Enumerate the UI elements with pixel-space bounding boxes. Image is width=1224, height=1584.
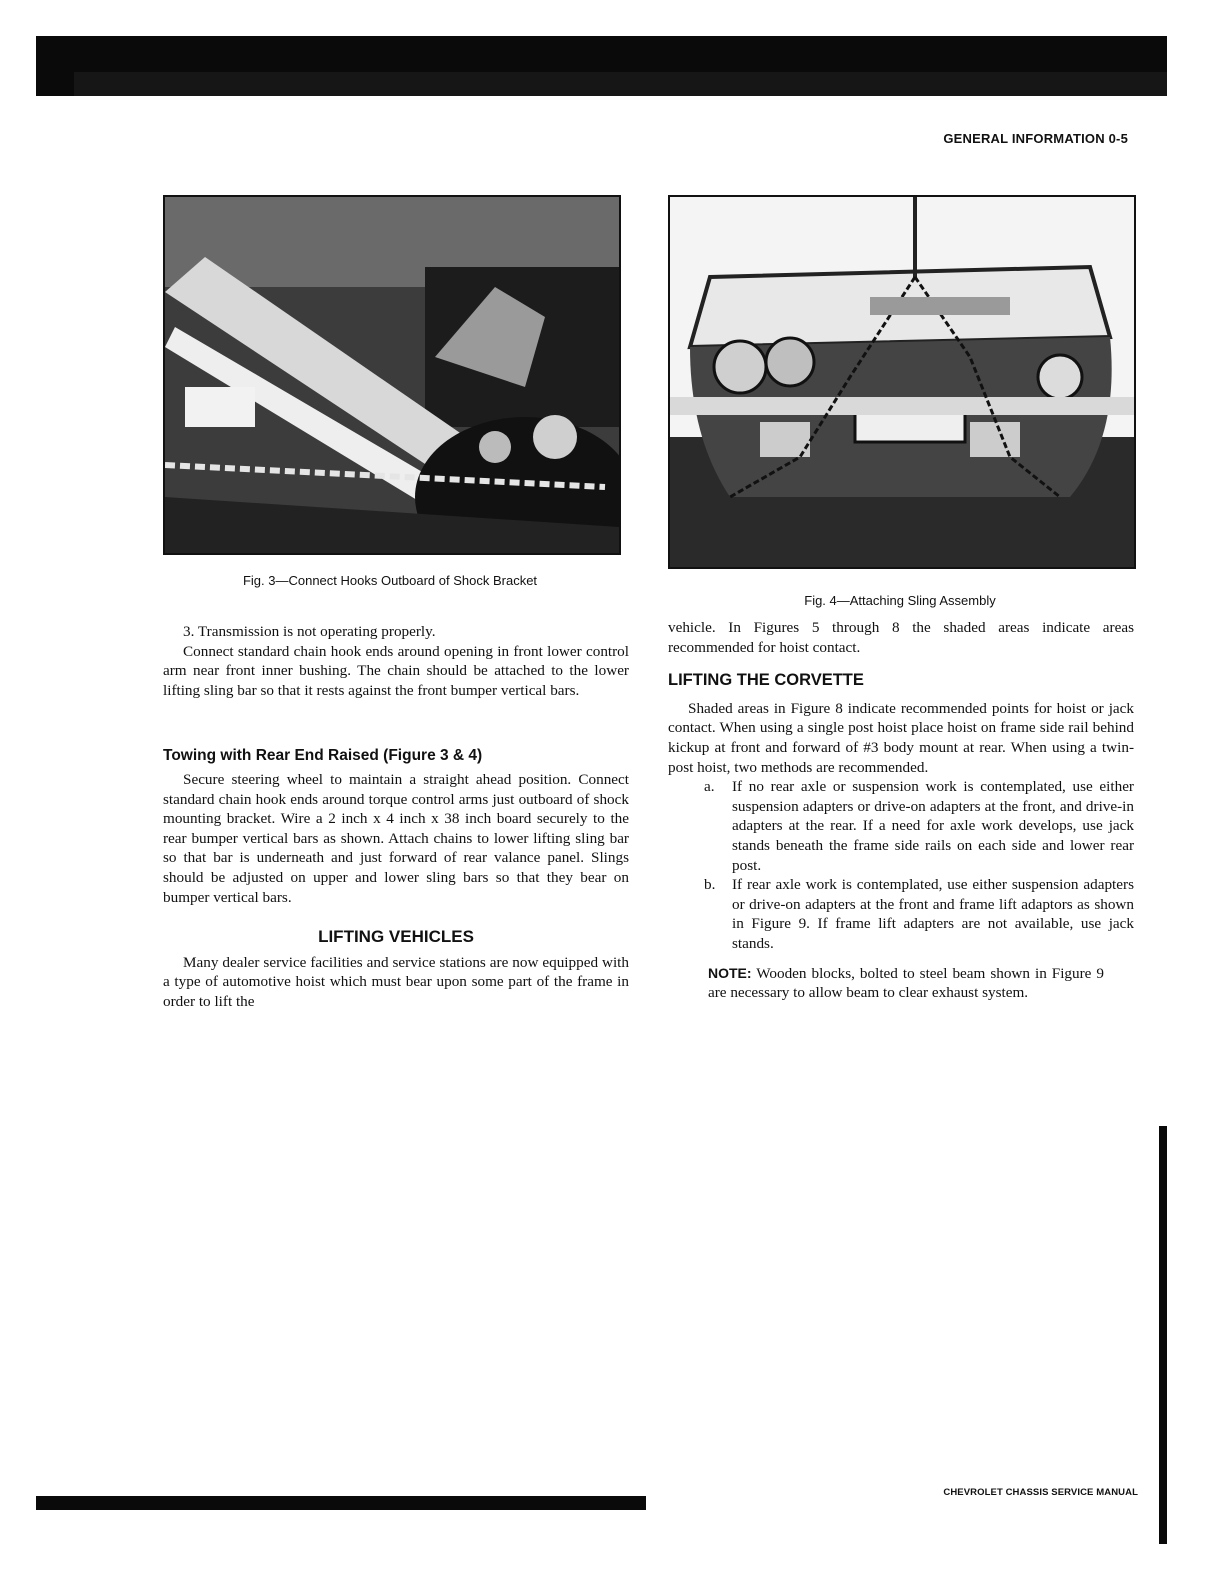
figure-3-photo bbox=[163, 195, 621, 555]
method-item-b bbox=[668, 875, 1134, 953]
figure-4-image bbox=[670, 197, 1134, 567]
method-item-text: If rear axle work is contemplated, use either suspension adapters or drive-on adapters at the front and frame lift adaptors as shown in Figure 9. If frame lift adapters are not available, use jack stands. bbox=[732, 876, 1134, 952]
figure-4-caption: Fig. 4—Attaching Sling Assembly bbox=[804, 593, 996, 608]
method-item-text: If no rear axle or suspension work is contemplated, use either suspension adapters or drive-on adapters at the front, and drive-in adapters at the rear. If a need for axle work develops, use jack stands beneath the frame side rails on each side and lower rear post. bbox=[732, 778, 1134, 874]
scan-border-top bbox=[36, 36, 1167, 72]
method-list bbox=[668, 777, 1134, 953]
right-column bbox=[668, 618, 1134, 1003]
continued-paragraph: vehicle. In Figures 5 through 8 the shaded areas indicate areas recommended for hoist contact. bbox=[668, 619, 1134, 656]
left-column bbox=[163, 622, 629, 1012]
lifting-corvette-heading: LIFTING THE CORVETTE bbox=[668, 671, 864, 690]
note-label: NOTE: bbox=[708, 964, 752, 981]
scan-border-right bbox=[1159, 1126, 1167, 1544]
paragraph-chain-hook: Connect standard chain hook ends around opening in front lower control arm near front inner bushing. The chain should be attached to the lower lifting sling bar so that it rests against the front bumper vertical bars. bbox=[163, 642, 629, 699]
lifting-vehicles-paragraph: Many dealer service facilities and service stations are now equipped with a type of automotive hoist which must bear upon some part of the frame in order to lift the bbox=[163, 953, 629, 1010]
corvette-paragraph: Shaded areas in Figure 8 indicate recommended points for hoist or jack contact. When using a single post hoist place hoist on frame side rail behind kickup at front and forward of #3 body mount at rear. When using a twin-post hoist, two methods are recommended. bbox=[668, 699, 1134, 776]
method-item-label: a. bbox=[704, 778, 715, 796]
figure-4-photo bbox=[668, 195, 1136, 569]
method-item-a bbox=[668, 777, 1134, 875]
towing-heading: Towing with Rear End Raised (Figure 3 & 4) bbox=[163, 747, 483, 765]
lifting-vehicles-heading: LIFTING VEHICLES bbox=[318, 927, 474, 947]
figure-3-caption: Fig. 3—Connect Hooks Outboard of Shock Bracket bbox=[242, 573, 538, 588]
scan-border-top-inner bbox=[72, 72, 1167, 96]
towing-paragraph: Secure steering wheel to maintain a straight ahead position. Connect standard chain hook ends around torque control arms just outboard of shock mounting bracket. Wire a 2 inch x 4 inch x 38 inch board securely to the rear bumper vertical bars as shown. Attach chains to lower lifting sling bar so that bar is underneath and just forward of rear valance panel. Slings should be adjusted on upper and lower sling bars so that they bear on bumper vertical bars. bbox=[163, 770, 629, 906]
method-item-label: b. bbox=[704, 876, 716, 894]
figure-3-image bbox=[165, 197, 619, 553]
numbered-item-3: 3. Transmission is not operating properly. bbox=[183, 623, 436, 640]
scan-border-bottom bbox=[36, 1496, 646, 1510]
note-text: Wooden blocks, bolted to steel beam shown in Figure 9 are necessary to allow beam to clear exhaust system. bbox=[708, 964, 1104, 1002]
page-footer: CHEVROLET CHASSIS SERVICE MANUAL bbox=[943, 1487, 1138, 1498]
page-header: GENERAL INFORMATION 0-5 bbox=[943, 131, 1128, 146]
scan-border-left bbox=[36, 36, 74, 96]
note-paragraph bbox=[668, 964, 1134, 1003]
